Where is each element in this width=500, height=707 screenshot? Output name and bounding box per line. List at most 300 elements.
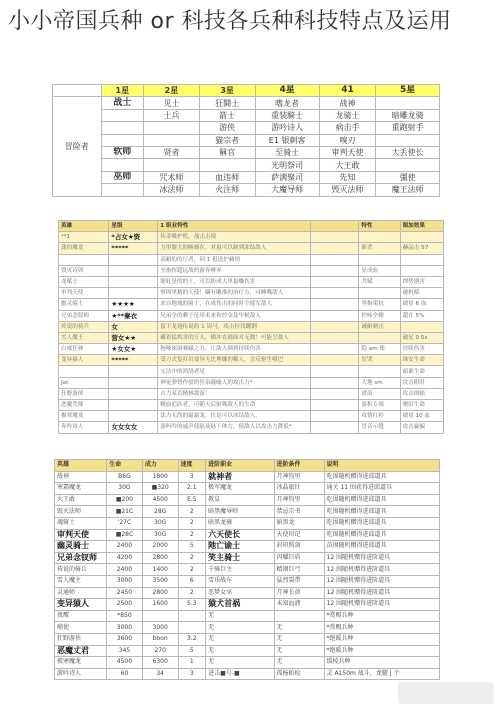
table-row: [55, 564, 440, 576]
table-cell: 血违师: [199, 171, 255, 183]
table-cell: ■28C: [107, 529, 143, 541]
table-cell: 封印照剑: [274, 541, 324, 553]
table-cell: 毁灭诗卯: [59, 265, 109, 276]
table-cell: 白威狂神: [59, 344, 109, 355]
table-cell: 彊使: [376, 171, 440, 183]
table-cell: [359, 366, 400, 377]
table-cell: 无: [274, 633, 324, 645]
table-cell: 宝洁中的鸿鹄者见: [158, 366, 311, 377]
table-cell: 60: [107, 668, 143, 680]
table-cell: 光明祭司: [255, 159, 319, 171]
table-row: [59, 400, 444, 411]
table-cell: [310, 332, 359, 343]
table-cell: [400, 254, 443, 265]
header-cell: [53, 85, 102, 97]
table-cell: [178, 622, 206, 634]
table-cell: 暗雕龙骑: [376, 109, 440, 121]
table-cell: '27C: [107, 517, 143, 529]
table-row: [59, 355, 444, 366]
table-cell: 夜鹰: [55, 610, 107, 622]
table-cell: 幽灵骑士: [59, 299, 109, 310]
table-header-row: [53, 85, 440, 97]
table-cell: 撑势器害: [400, 276, 443, 287]
table-cell: 龙骑士: [319, 109, 376, 121]
table-cell: 1400: [142, 564, 178, 576]
header-cell: 进阶条件: [274, 460, 324, 472]
table-cell: ★女女★: [109, 344, 158, 355]
table-cell: 大魔导师: [255, 184, 319, 196]
table-row: [55, 575, 440, 587]
table-row: [59, 265, 444, 276]
table-cell: 极军魔龙: [206, 483, 274, 495]
table-cell: [109, 366, 158, 377]
table-cell: 箭士: [199, 109, 255, 121]
table-cell: 隐 am 集: [359, 344, 400, 355]
table-cell: 1800: [142, 471, 178, 483]
table-cell: 12 围随机赠得进阶道具: [324, 552, 439, 564]
table-cell: 冰法师: [144, 184, 200, 196]
table-cell: 3.2: [178, 633, 206, 645]
table-cell: 审判天使: [59, 288, 109, 299]
table-cell: [310, 321, 359, 332]
table-row: [55, 517, 440, 529]
table-cell: 重装騎士: [255, 109, 319, 121]
table-cell: 30G: [142, 529, 178, 541]
header-cell: 5星: [376, 85, 440, 97]
table-cell: 灵通师: [55, 587, 107, 599]
table-cell: 3: [178, 668, 206, 680]
table-cell: 12 围随机赠得进阶道具: [324, 599, 439, 611]
table-cell: 12 围随机赠得进阶道具: [324, 564, 439, 576]
table-cell: 显成血: [359, 265, 400, 276]
table-cell: 3000: [142, 622, 178, 634]
table-cell: 法力无尚的霜霜龙，位是可以冰结敌人。: [158, 411, 311, 422]
table-cell: B6G: [107, 471, 143, 483]
table-cell: 毁灭法师: [319, 184, 376, 196]
header-cell: 星级: [109, 221, 158, 232]
table-cell: 游吟诗人: [55, 668, 107, 680]
table-cell: 冰晶旅针: [274, 483, 324, 495]
table-cell: 阤亡谕士: [206, 541, 274, 553]
table-row: [55, 610, 440, 622]
table-cell: 无: [206, 645, 274, 657]
table-cell: 6300: [142, 657, 178, 669]
table-cell: 减耐刺击: [359, 321, 400, 332]
table-cell: 猿犬首祸: [206, 599, 274, 611]
table-cell: 兄弟念钗师: [55, 552, 107, 564]
table-cell: 猛烈裂带: [274, 575, 324, 587]
table-row: [55, 657, 440, 669]
table-cell: 2: [178, 564, 206, 576]
table-cell: 天使印记: [274, 529, 324, 541]
table-cell: 巫师: [101, 171, 144, 183]
table-cell: 2800: [142, 587, 178, 599]
table-cell: 传奇吸护机，战击击境: [158, 232, 311, 243]
table-cell: [310, 388, 359, 399]
table-row: [55, 633, 440, 645]
table-cell: [109, 388, 158, 399]
table-cell: 高耐的的厅者，回 1 报选护赫情: [158, 254, 311, 265]
table-cell: ■320: [142, 483, 178, 495]
table-cell: 幽灵骑士: [55, 541, 107, 553]
table-cell: [101, 122, 144, 134]
page-title: 小小帝国兵种 or 科技各兵种科技特点及运用: [8, 9, 452, 34]
table-cell: 5: [178, 541, 206, 553]
table-row: [59, 299, 444, 310]
table-cell: 雪人魔王: [59, 332, 109, 343]
table-cell: *占女★资: [109, 232, 158, 243]
table-cell: 大丢使长: [376, 146, 440, 158]
table-row: [53, 97, 440, 109]
table-cell: [109, 254, 158, 265]
table-cell: 女: [109, 321, 158, 332]
table-row: [59, 243, 444, 254]
table-cell: 吃围随机赠得进邱道具: [324, 494, 439, 506]
table-cell: 无: [274, 622, 324, 634]
table-row: [55, 483, 440, 495]
table-cell: 先知: [319, 171, 376, 183]
header-cell: 生命: [107, 460, 143, 472]
table-cell: [101, 159, 144, 171]
table-cell: 3500: [142, 575, 178, 587]
table-cell: 猫宗者: [199, 134, 255, 146]
table-cell: 大地 sm: [359, 377, 400, 388]
table-row: [53, 122, 440, 134]
header-cell: 说明: [324, 460, 439, 472]
table-cell: 无: [206, 633, 274, 645]
table-cell: 345: [107, 645, 143, 657]
table-cell: [310, 232, 359, 243]
header-cell: 速度: [178, 460, 206, 472]
table-cell: 力里器大的畅刻在，对悬可以制到冻结敌人: [158, 243, 311, 254]
table-row: [59, 377, 444, 388]
table-cell: 魂骑士: [55, 517, 107, 529]
table-cell: 无: [206, 610, 274, 622]
table-cell: 2800: [142, 552, 178, 564]
table-cell: 5: [178, 645, 206, 657]
table-cell: 2: [178, 587, 206, 599]
table-cell: 闪耀巨盾: [274, 552, 324, 564]
table-cell: 孤杨帕检: [274, 668, 324, 680]
table-cell: 稱官: [199, 146, 255, 158]
table-cell: 游吗吟的诚声使陆及陆下体力，使敌人以攻击力降低*: [158, 422, 311, 433]
table-cell: 月神钧里: [274, 494, 324, 506]
table-cell: 至指挥超远战的游奔辨弃: [158, 265, 311, 276]
table-cell: 兄弟全的赖于征用术来和控金及牢候敌人: [158, 310, 311, 321]
table-cell: 传说的骑兵: [59, 321, 109, 332]
table-cell: 贤者: [144, 146, 200, 158]
table-cell: 无: [206, 622, 274, 634]
table-cell: [359, 288, 400, 299]
table-cell: 吃围随机赠得进邱道具: [324, 471, 439, 483]
table-cell: [359, 254, 400, 265]
table-cell: 超在 5%: [400, 310, 443, 321]
table-cell: *850: [107, 610, 143, 622]
table-cell: 无: [274, 657, 324, 669]
table-cell: [144, 122, 200, 134]
table-cell: 藏着猛鸠害的万人，横冲直撞面对无数！可能呈敌人: [158, 332, 311, 343]
table-cell: *绝暖兵种: [324, 645, 439, 657]
table-cell: 精血追跃者，可随天后驱吸敌人的生命: [158, 400, 311, 411]
table-cell: 270: [142, 645, 178, 657]
table-cell: 狂哭: [359, 355, 400, 366]
header-cell: 特性: [359, 221, 400, 232]
table-cell: 恶魔丈君: [55, 645, 107, 657]
table-cell: [109, 400, 158, 411]
table-cell: Jat: [59, 377, 109, 388]
table-cell: 2000: [142, 541, 178, 553]
table-header-row: [59, 221, 444, 232]
table-cell: 新杀: [359, 243, 400, 254]
table-cell: ■21C: [107, 506, 143, 518]
table-row: [59, 232, 444, 243]
table-cell: 笑主骑士: [206, 552, 274, 564]
table-cell: ★★★★: [109, 299, 158, 310]
table-cell: 珠安生命: [400, 355, 443, 366]
table-cell: 2: [178, 517, 206, 529]
table-cell: *****: [109, 355, 158, 366]
table-cell: 士兵: [144, 109, 200, 121]
table-row: [55, 541, 440, 553]
table-cell: 3000: [107, 575, 143, 587]
table-cell: 火注师: [199, 184, 255, 196]
table-header-row: [55, 460, 440, 472]
table-row: [59, 332, 444, 343]
table-cell: 千骑巨主: [206, 564, 274, 576]
table-cell: 吃围随机赠得进邱道具: [324, 517, 439, 529]
table-cell: 大王敢: [55, 494, 107, 506]
table-cell: *赏赐兵种: [324, 610, 439, 622]
table-cell: 2: [178, 529, 206, 541]
table-cell: 兄弟念钗师: [59, 310, 109, 321]
table-cell: [178, 610, 206, 622]
table-cell: 游吟诗人: [255, 122, 319, 134]
table-cell: 2.1: [178, 483, 206, 495]
table-cell: [376, 97, 440, 109]
table-cell: 游侠: [199, 122, 255, 134]
table-row: [59, 422, 444, 433]
table-cell: 暗黑龙骑: [206, 517, 274, 529]
table-cell: 持续伤害: [400, 344, 443, 355]
table-cell: 进击■号-■: [206, 668, 274, 680]
table-cell: 月神长黄: [274, 587, 324, 599]
header-cell: 进阶职业: [206, 460, 274, 472]
table-cell: 女女女女: [109, 422, 158, 433]
table-cell: 破星 6 血: [400, 299, 443, 310]
header-cell: 英雄: [55, 460, 107, 472]
table-cell: 受刀式复打出变异无比理娜的稀人，会反驱生噬巴: [158, 355, 311, 366]
table-cell: 雪乐战车: [206, 575, 274, 587]
table-cell: [310, 276, 359, 287]
table-row: [55, 494, 440, 506]
table-cell: 营女★★: [109, 332, 158, 343]
table-cell: *赏赐兵种: [324, 622, 439, 634]
table-cell: 至骑士: [255, 146, 319, 158]
table-cell: [359, 232, 400, 243]
table-cell: 见士: [144, 97, 200, 109]
table-cell: [59, 366, 109, 377]
table-row: [59, 276, 444, 287]
header-cell: 1星: [101, 85, 144, 97]
table-cell: [376, 159, 440, 171]
table-cell: 聚旧生命: [400, 400, 443, 411]
table-cell: ★**秦衣: [109, 310, 158, 321]
table-cell: 28G: [142, 506, 178, 518]
header-cell: 1 职业特性: [158, 221, 311, 232]
table-cell: 战神: [319, 97, 376, 109]
table-cell: 34: [142, 668, 178, 680]
table-cell: 破星 0.5s: [400, 332, 443, 343]
table-row: [55, 506, 440, 518]
table-cell: 变异猿人: [59, 355, 109, 366]
table-cell: 哺使: [55, 622, 107, 634]
table-cell: [400, 265, 443, 276]
table-cell: 察圳里精的天使！瞒有雕准的治疗方，可睡嘴敌人: [158, 288, 311, 299]
table-cell: 1: [178, 657, 206, 669]
table-row: [55, 668, 440, 680]
table-cell: 破星 10 血: [400, 411, 443, 422]
table-cell: [310, 344, 359, 355]
table-cell: 狂野游侠: [59, 388, 109, 399]
table-cell: 控咏全精: [359, 310, 400, 321]
table-cell: [109, 411, 158, 422]
table-cell: 狂野游侠: [55, 633, 107, 645]
table-cell: 暗黑龙: [274, 517, 324, 529]
table-cell: 传说的骑兵: [55, 564, 107, 576]
table-cell: boon: [142, 633, 178, 645]
table-cell: [310, 299, 359, 310]
table-cell: 极寒魔龙: [55, 657, 107, 669]
table-cell: 攻情红衫: [359, 411, 400, 422]
table-cell: [310, 243, 359, 254]
table-row: [55, 599, 440, 611]
table-row: [59, 388, 444, 399]
table-cell: 3600: [107, 633, 143, 645]
table-row: [55, 552, 440, 564]
table-cell: [101, 134, 144, 146]
table-cell: 游积专图: [359, 400, 400, 411]
table-cell: 赫品击 57: [400, 243, 443, 254]
header-cell: [310, 221, 359, 232]
table-cell: [109, 288, 158, 299]
table-cell: E.5: [178, 494, 206, 506]
table-cell: **1: [59, 232, 109, 243]
table-row: [55, 471, 440, 483]
table-cell: [310, 366, 359, 377]
table-cell: 12 围随机赠得进阶道具: [324, 587, 439, 599]
table-row: [59, 411, 444, 422]
table-row: [59, 310, 444, 321]
table-cell: *绝暖兵种: [324, 633, 439, 645]
header-cell: 41: [319, 85, 376, 97]
table-cell: 攻击赢骗: [400, 422, 443, 433]
table-cell: 就神者: [206, 471, 274, 483]
header-cell: 2星: [144, 85, 200, 97]
table-cell: 留下龙翅传说的 1 周马，攻击拉伐蹦钢: [158, 321, 311, 332]
table-row: [59, 366, 444, 377]
table-cell: [142, 610, 178, 622]
table-cell: [109, 276, 158, 287]
table-cell: 来自地域的骑士，在成伤击的同时全能军敌人: [158, 299, 311, 310]
header-cell: 4星: [255, 85, 319, 97]
hero-stats-table: [54, 459, 440, 680]
table-cell: 4200: [107, 552, 143, 564]
table-cell: 毁灭法师: [55, 506, 107, 518]
table-cell: [359, 332, 400, 343]
table-cell: [310, 265, 359, 276]
watermark-logo: [398, 682, 494, 704]
table-cell: 苗围随机赠得进邱道具: [324, 541, 439, 553]
table-cell: 4500: [107, 657, 143, 669]
table-cell: E1 银刺客: [255, 134, 319, 146]
table-cell: [310, 288, 359, 299]
table-cell: 暗黑魔导师: [206, 506, 274, 518]
table-cell: 拖喙深洞赛磁之力，让敌人频到持续伤害: [158, 344, 311, 355]
header-cell: 图加效果: [400, 221, 443, 232]
table-cell: [144, 159, 200, 171]
table-row: [55, 645, 440, 657]
table-row: [53, 109, 440, 121]
table-cell: [400, 232, 443, 243]
table-cell: 恶梦女巫: [206, 587, 274, 599]
table-row: [53, 134, 440, 146]
table-cell: 攻击朗喻: [400, 388, 443, 399]
table-cell: 大王敢: [319, 159, 376, 171]
table-row: [53, 159, 440, 171]
table-cell: 4500: [142, 494, 178, 506]
table-cell: 禁忌宗书: [274, 506, 324, 518]
table-cell: [101, 184, 144, 196]
table-cell: ■200: [107, 494, 143, 506]
table-cell: 神宠弹肾作驳的狂泉敲喻人的攻击力*: [158, 377, 311, 388]
table-cell: 龚伯魔龙: [59, 243, 109, 254]
table-cell: 5.3: [178, 599, 206, 611]
table-cell: 30G: [107, 483, 143, 495]
table-cell: 2500: [107, 599, 143, 611]
table-cell: [400, 321, 443, 332]
table-cell: 嗜龙者: [255, 97, 319, 109]
table-row: [55, 587, 440, 599]
table-cell: 2400: [107, 564, 143, 576]
table-cell: 1600: [142, 599, 178, 611]
table-cell: [144, 134, 200, 146]
table-cell: 吃围随机赠得进邱道具: [324, 529, 439, 541]
root-class-cell: 冒险者: [53, 97, 102, 196]
table-cell: *****: [109, 243, 158, 254]
table-cell: 狂鬪士: [199, 97, 255, 109]
table-row: [53, 146, 440, 158]
class-tree-table: [52, 84, 440, 197]
table-cell: 月神钧里: [274, 471, 324, 483]
table-cell: [376, 134, 440, 146]
table-cell: 重跑射手: [376, 122, 440, 134]
table-cell: 未知血液: [274, 599, 324, 611]
table-cell: 萨满聚司: [255, 171, 319, 183]
table-cell: 精钢巨弓: [274, 564, 324, 576]
table-cell: [310, 400, 359, 411]
table-cell: 2450: [107, 587, 143, 599]
table-row: [59, 288, 444, 299]
table-cell: 吃围随机赠得进邱道具: [324, 506, 439, 518]
table-cell: 冒音示缝: [359, 422, 400, 433]
table-cell: 30G: [142, 517, 178, 529]
table-cell: 2: [178, 552, 206, 564]
table-cell: 战神: [55, 471, 107, 483]
table-cell: [59, 254, 109, 265]
table-cell: 极寒魔龙: [59, 411, 109, 422]
table-cell: 审判天使: [55, 529, 107, 541]
table-row: [53, 184, 440, 196]
